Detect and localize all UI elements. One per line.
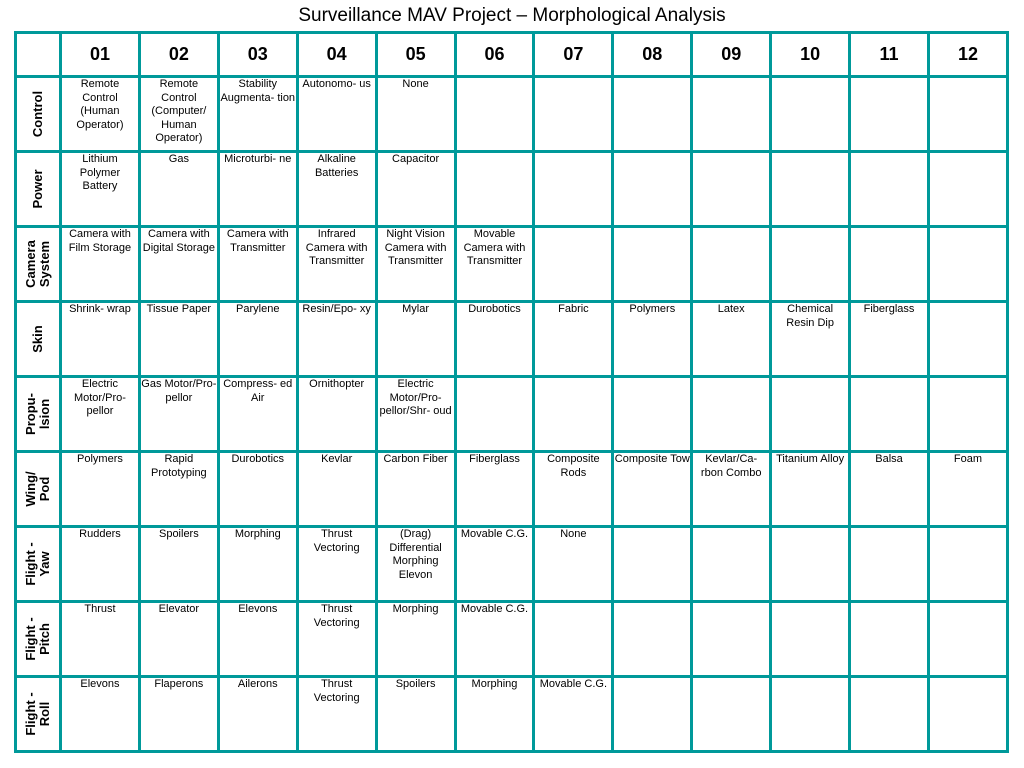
table-cell [692, 227, 771, 302]
table-cell [771, 77, 850, 152]
table-cell: Infrared Camera with Transmitter [297, 227, 376, 302]
table-row [16, 77, 1008, 152]
table-cell: Elevons [218, 602, 297, 677]
table-cell [850, 527, 929, 602]
table-cell: Latex [692, 302, 771, 377]
table-cell [534, 602, 613, 677]
table-cell: Ailerons [218, 677, 297, 752]
table-row [16, 152, 1008, 227]
table-cell: Flaperons [139, 677, 218, 752]
table-cell: Kevlar [297, 452, 376, 527]
table-cell: Composite Tow [613, 452, 692, 527]
table-cell [455, 377, 534, 452]
table-cell [613, 677, 692, 752]
table-cell: Durobotics [455, 302, 534, 377]
table-cell [613, 227, 692, 302]
table-row [16, 677, 1008, 752]
table-cell [928, 677, 1007, 752]
table-cell [771, 602, 850, 677]
table-cell: Electric Motor/Pro- pellor [61, 377, 140, 452]
row-label: Propu- lsion [23, 393, 52, 435]
table-cell: Spoilers [139, 527, 218, 602]
column-header: 06 [455, 33, 534, 77]
table-cell [692, 377, 771, 452]
table-cell [613, 152, 692, 227]
row-header [16, 152, 61, 227]
table-cell [692, 527, 771, 602]
table-cell: (Drag) Differential Morphing Elevon [376, 527, 455, 602]
table-cell: Shrink- wrap [61, 302, 140, 377]
table-cell: Gas [139, 152, 218, 227]
table-row [16, 527, 1008, 602]
table-cell [771, 677, 850, 752]
table-cell: Camera with Film Storage [61, 227, 140, 302]
table-cell: Spoilers [376, 677, 455, 752]
table-cell [771, 377, 850, 452]
table-cell: Elevons [61, 677, 140, 752]
table-cell: Morphing [218, 527, 297, 602]
table-cell: Camera with Digital Storage [139, 227, 218, 302]
table-cell: None [376, 77, 455, 152]
table-cell: Night Vision Camera with Transmitter [376, 227, 455, 302]
table-cell [928, 602, 1007, 677]
table-row [16, 227, 1008, 302]
table-cell [928, 377, 1007, 452]
table-cell: Fiberglass [455, 452, 534, 527]
table-cell [613, 377, 692, 452]
table-cell [455, 152, 534, 227]
table-cell: Autonomo- us [297, 77, 376, 152]
column-header: 05 [376, 33, 455, 77]
table-cell [692, 677, 771, 752]
table-cell: Stability Augmenta- tion [218, 77, 297, 152]
table-cell [613, 602, 692, 677]
row-header [16, 227, 61, 302]
header-row [16, 33, 1008, 77]
table-cell [692, 77, 771, 152]
table-cell [771, 152, 850, 227]
table-cell: Electric Motor/Pro- pellor/Shr- oud [376, 377, 455, 452]
table-cell [455, 77, 534, 152]
table-cell: Tissue Paper [139, 302, 218, 377]
column-header: 03 [218, 33, 297, 77]
table-cell: Durobotics [218, 452, 297, 527]
row-label: Control [30, 90, 45, 138]
row-header [16, 677, 61, 752]
table-cell [850, 677, 929, 752]
table-cell [850, 227, 929, 302]
table-cell [850, 77, 929, 152]
table-cell: Morphing [455, 677, 534, 752]
table-cell [771, 227, 850, 302]
table-cell: Remote Control (Human Operator) [61, 77, 140, 152]
table-cell [850, 602, 929, 677]
table-cell [692, 152, 771, 227]
table-cell: Camera with Transmitter [218, 227, 297, 302]
table-cell: Resin/Epo- xy [297, 302, 376, 377]
table-cell: Mylar [376, 302, 455, 377]
table-cell: Titanium Alloy [771, 452, 850, 527]
table-cell: Rudders [61, 527, 140, 602]
table-cell: Foam [928, 452, 1007, 527]
row-label: Skin [30, 325, 45, 353]
table-cell: Parylene [218, 302, 297, 377]
table-cell: Capacitor [376, 152, 455, 227]
row-label: Wing/ Pod [23, 471, 52, 507]
table-cell: None [534, 527, 613, 602]
table-cell: Elevator [139, 602, 218, 677]
row-header [16, 452, 61, 527]
table-cell: Compress- ed Air [218, 377, 297, 452]
table-cell: Balsa [850, 452, 929, 527]
column-header: 08 [613, 33, 692, 77]
table-cell [850, 377, 929, 452]
row-label: Camera System [23, 240, 52, 288]
row-header [16, 377, 61, 452]
row-header [16, 527, 61, 602]
table-cell: Rapid Prototyping [139, 452, 218, 527]
column-header: 07 [534, 33, 613, 77]
table-cell [534, 77, 613, 152]
row-label: Flight - Pitch [23, 617, 52, 661]
table-row [16, 302, 1008, 377]
column-header: 10 [771, 33, 850, 77]
table-cell: Gas Motor/Pro- pellor [139, 377, 218, 452]
table-cell [771, 527, 850, 602]
table-cell: Movable C.G. [534, 677, 613, 752]
table-cell: Lithium Polymer Battery [61, 152, 140, 227]
table-cell: Remote Control (Computer/ Human Operator) [139, 77, 218, 152]
table-cell: Thrust Vectoring [297, 527, 376, 602]
table-body [16, 77, 1008, 752]
table-cell: Thrust Vectoring [297, 677, 376, 752]
table-cell [928, 77, 1007, 152]
row-label: Flight - Roll [23, 692, 52, 736]
column-header: 04 [297, 33, 376, 77]
table-cell [613, 527, 692, 602]
column-header: 01 [61, 33, 140, 77]
table-cell: Polymers [61, 452, 140, 527]
table-row [16, 452, 1008, 527]
table-cell: Movable C.G. [455, 527, 534, 602]
table-cell [692, 602, 771, 677]
table-cell [928, 227, 1007, 302]
table-cell [850, 152, 929, 227]
table-cell: Alkaline Batteries [297, 152, 376, 227]
table-cell: Carbon Fiber [376, 452, 455, 527]
column-header: 11 [850, 33, 929, 77]
table-cell [928, 527, 1007, 602]
table-cell: Fiberglass [850, 302, 929, 377]
row-label: Power [30, 169, 45, 209]
row-header [16, 77, 61, 152]
row-header [16, 302, 61, 377]
table-cell: Chemical Resin Dip [771, 302, 850, 377]
table-cell: Fabric [534, 302, 613, 377]
table-cell: Morphing [376, 602, 455, 677]
table-cell: Thrust [61, 602, 140, 677]
table-cell: Polymers [613, 302, 692, 377]
table-cell: Ornithopter [297, 377, 376, 452]
table-cell [928, 152, 1007, 227]
morphological-table [14, 31, 1009, 753]
row-label: Flight - Yaw [23, 542, 52, 586]
column-header: 09 [692, 33, 771, 77]
column-header: 02 [139, 33, 218, 77]
table-cell: Kevlar/Ca- rbon Combo [692, 452, 771, 527]
table-cell: Composite Rods [534, 452, 613, 527]
table-row [16, 602, 1008, 677]
table-cell [534, 377, 613, 452]
table-cell [928, 302, 1007, 377]
table-cell [534, 152, 613, 227]
table-cell: Movable Camera with Transmitter [455, 227, 534, 302]
table-cell: Movable C.G. [455, 602, 534, 677]
table-cell [613, 77, 692, 152]
table-row [16, 377, 1008, 452]
column-header: 12 [928, 33, 1007, 77]
table-cell: Thrust Vectoring [297, 602, 376, 677]
corner-cell [16, 33, 61, 77]
page-title: Surveillance MAV Project – Morphological Analysis [298, 5, 726, 26]
table-cell: Microturbi- ne [218, 152, 297, 227]
table-cell [534, 227, 613, 302]
row-header [16, 602, 61, 677]
